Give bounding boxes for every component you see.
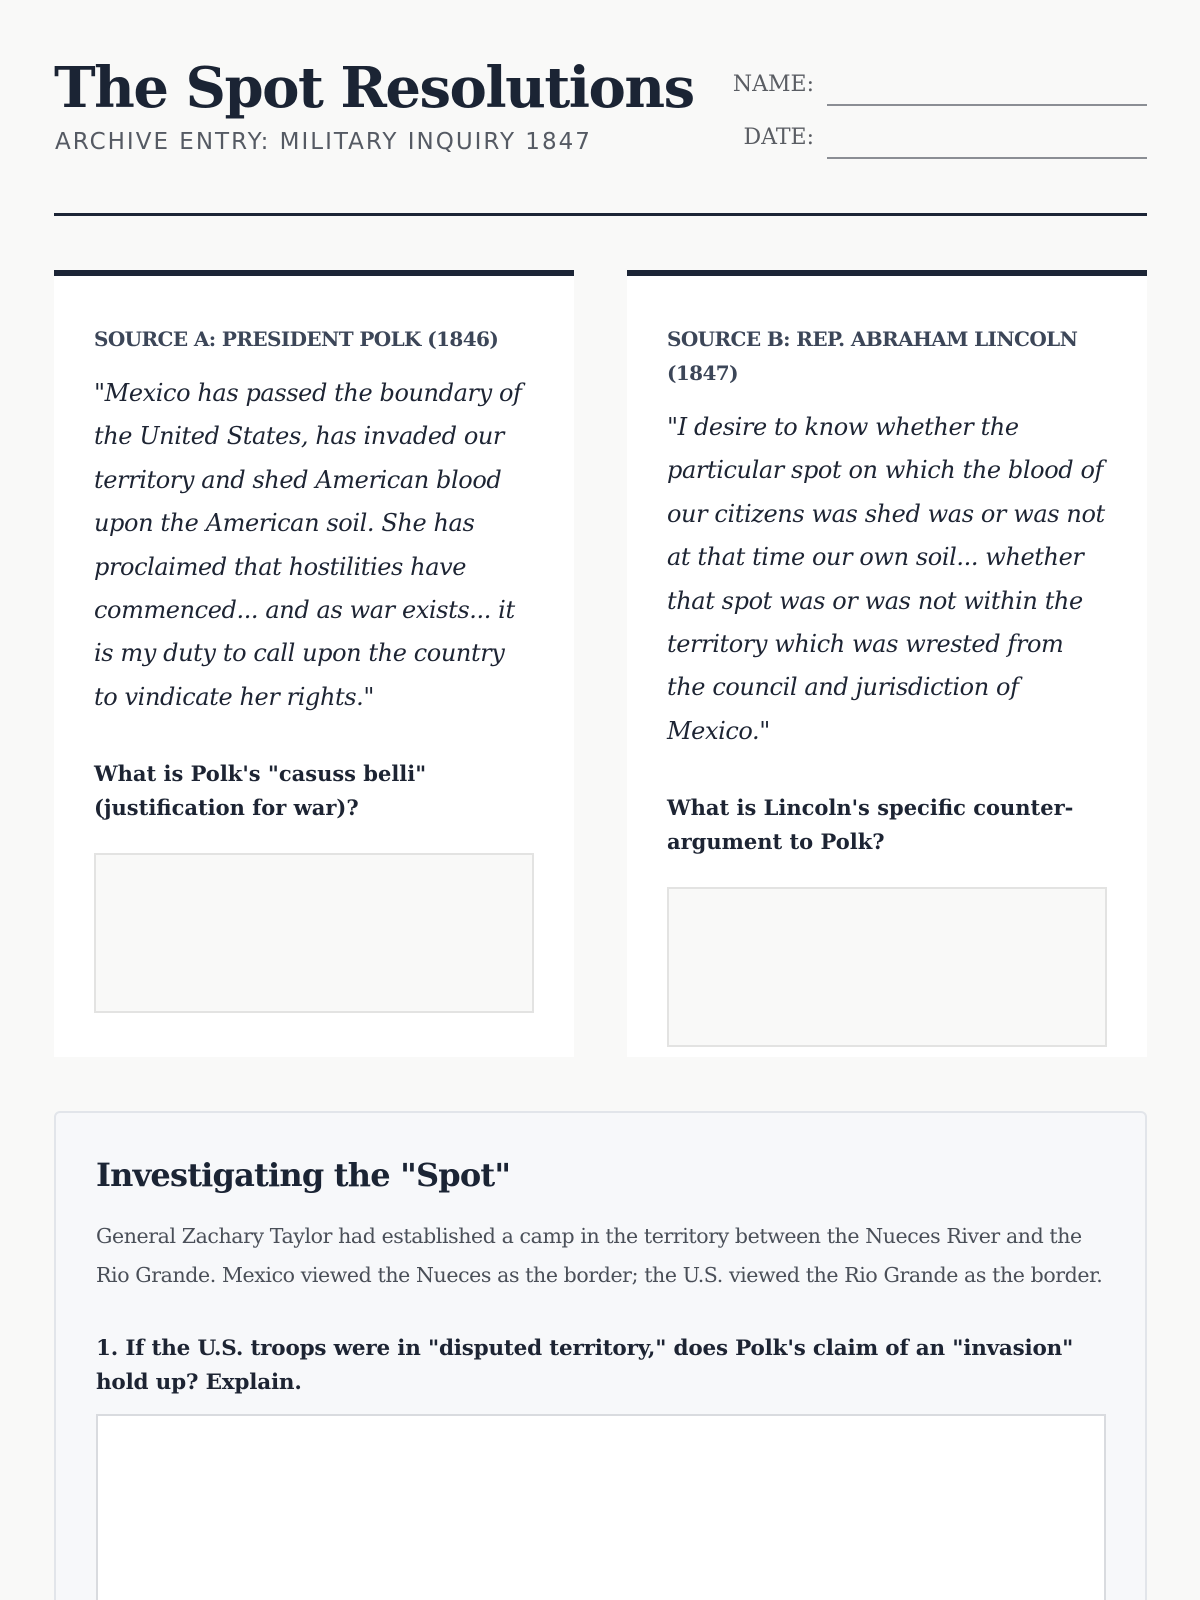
name-label: NAME: [732,72,814,97]
investigation-title: Investigating the "Spot" [96,1156,511,1194]
source-a-label: SOURCE A: PRESIDENT POLK (1846) [94,327,499,351]
source-b-quote: "I desire to know whether the particular spot on which the blood of our citizens was shed was or was not at that time our own soil... whether that spot was or was not within the territory which was wrested from the council and jurisdiction of Mexico." [667,413,1105,745]
source-a-answer-box[interactable] [94,853,534,1013]
source-a-question: What is Polk's "casuss belli" (justification for war)? [94,761,427,821]
source-a-quote: "Mexico has passed the boundary of the United States, has invaded our territory and shed American blood upon the American soil. She has proclaimed that hostilities have commenced... and as war exists... it is my duty to call upon the country to vindicate her rights." [94,379,522,711]
name-field[interactable] [827,104,1147,106]
header-divider [54,213,1147,216]
date-field[interactable] [827,157,1147,159]
source-b-card [627,270,1147,1057]
question-1-answer-box[interactable] [96,1414,1106,1600]
source-a-card [54,270,574,1057]
date-label: DATE: [743,125,814,150]
page-title: The Spot Resolutions [54,55,694,121]
source-b-question: What is Lincoln's specific counter-argument to Polk? [667,795,1074,855]
archive-subtitle: ARCHIVE ENTRY: MILITARY INQUIRY 1847 [55,129,592,155]
source-b-label: SOURCE B: REP. ABRAHAM LINCOLN (1847) [667,327,1078,385]
investigation-section [54,1111,1147,1600]
source-b-answer-box[interactable] [667,887,1107,1047]
question-1: 1. If the U.S. troops were in "disputed territory," does Polk's claim of an "invasion" hold up? Explain. [96,1336,1074,1395]
investigation-context: General Zachary Taylor had established a camp in the territory between the Nueces River and the Rio Grande. Mexico viewed the Nueces as the border; the U.S. viewed the Rio Grande as the border. [96,1224,1103,1287]
